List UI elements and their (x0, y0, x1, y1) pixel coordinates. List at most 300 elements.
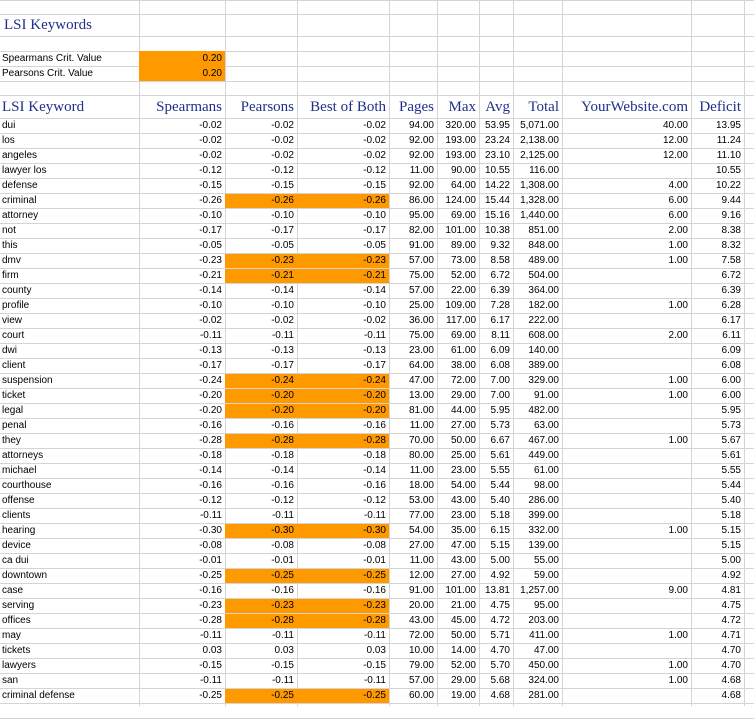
cell-spearmans[interactable]: -0.12 (199, 165, 222, 176)
cell-best-of-both[interactable]: -0.14 (363, 465, 386, 476)
cell-pearsons[interactable]: -0.16 (271, 420, 294, 431)
cell-pearsons[interactable]: -0.11 (271, 510, 294, 521)
cell-pearsons[interactable]: -0.17 (271, 225, 294, 236)
cell-deficit[interactable]: 4.81 (721, 585, 741, 596)
sheet-title[interactable]: LSI Keywords (4, 17, 92, 33)
cell-avg[interactable]: 6.09 (490, 345, 510, 356)
cell-total[interactable]: 139.00 (528, 540, 559, 551)
cell-deficit[interactable]: 4.68 (721, 675, 741, 686)
cell-max[interactable]: 124.00 (445, 195, 476, 206)
cell-spearmans[interactable]: -0.11 (199, 510, 222, 521)
cell-yourwebsite[interactable]: 2.00 (668, 225, 688, 236)
cell-avg[interactable]: 6.08 (490, 360, 510, 371)
cell-max[interactable]: 50.00 (450, 630, 476, 641)
cell-keyword[interactable]: dwi (2, 345, 18, 356)
cell-best-of-both[interactable]: -0.08 (363, 540, 386, 551)
cell-deficit[interactable]: 4.68 (721, 690, 741, 701)
cell-best-of-both[interactable]: -0.20 (297, 404, 389, 418)
cell-keyword[interactable]: they (2, 435, 21, 446)
cell-max[interactable]: 44.00 (450, 405, 476, 416)
cell-avg[interactable]: 4.75 (490, 600, 510, 611)
cell-pearsons[interactable]: -0.12 (271, 165, 294, 176)
cell-pages[interactable]: 47.00 (408, 375, 434, 386)
cell-max[interactable]: 101.00 (445, 585, 476, 596)
cell-pages[interactable]: 91.00 (408, 240, 434, 251)
cell-max[interactable]: 21.00 (450, 600, 476, 611)
cell-pearsons[interactable]: -0.14 (271, 285, 294, 296)
col-header-yourwebsite[interactable]: YourWebsite.com (581, 99, 688, 115)
cell-keyword[interactable]: court (2, 330, 25, 341)
cell-deficit[interactable]: 11.24 (716, 135, 741, 146)
cell-pages[interactable]: 57.00 (408, 255, 434, 266)
cell-yourwebsite[interactable]: 12.00 (662, 150, 688, 161)
cell-total[interactable]: 1,440.00 (520, 210, 559, 221)
cell-total[interactable]: 329.00 (528, 375, 559, 386)
cell-max[interactable]: 90.00 (450, 165, 476, 176)
cell-max[interactable]: 22.00 (450, 285, 476, 296)
cell-best-of-both[interactable]: -0.02 (363, 135, 386, 146)
cell-max[interactable]: 47.00 (450, 540, 476, 551)
cell-pages[interactable]: 18.00 (408, 480, 434, 491)
cell-best-of-both[interactable]: -0.24 (297, 374, 389, 388)
cell-best-of-both[interactable]: -0.16 (363, 585, 386, 596)
cell-yourwebsite[interactable] (562, 284, 691, 298)
cell-best-of-both[interactable]: -0.02 (363, 315, 386, 326)
cell-keyword[interactable]: may (2, 630, 21, 641)
cell-best-of-both[interactable]: -0.15 (363, 180, 386, 191)
cell-yourwebsite[interactable]: 6.00 (668, 195, 688, 206)
cell-spearmans[interactable]: -0.02 (199, 120, 222, 131)
cell-pages[interactable]: 57.00 (408, 285, 434, 296)
cell-pages[interactable]: 91.00 (408, 585, 434, 596)
cell-total[interactable]: 608.00 (528, 330, 559, 341)
cell-total[interactable]: 2,138.00 (520, 135, 559, 146)
cell-total[interactable]: 848.00 (528, 240, 559, 251)
cell-deficit[interactable]: 6.00 (721, 390, 741, 401)
col-header-avg[interactable]: Avg (485, 99, 510, 115)
cell-avg[interactable]: 6.67 (490, 435, 510, 446)
cell-yourwebsite[interactable] (562, 479, 691, 493)
cell-best-of-both[interactable]: -0.26 (297, 194, 389, 208)
cell-max[interactable]: 73.00 (450, 255, 476, 266)
cell-avg[interactable]: 5.70 (490, 660, 510, 671)
cell-best-of-both[interactable]: -0.23 (297, 599, 389, 613)
cell-max[interactable]: 29.00 (450, 390, 476, 401)
cell-best-of-both[interactable]: -0.21 (297, 269, 389, 283)
cell-keyword[interactable]: defense (2, 180, 38, 191)
cell-max[interactable]: 35.00 (450, 525, 476, 536)
cell-total[interactable]: 59.00 (533, 570, 559, 581)
cell-pearsons[interactable]: -0.23 (225, 254, 297, 268)
cell-best-of-both[interactable]: -0.11 (363, 330, 386, 341)
cell-spearmans[interactable]: -0.02 (199, 135, 222, 146)
cell-max[interactable]: 43.00 (450, 495, 476, 506)
cell-total[interactable]: 482.00 (528, 405, 559, 416)
cell-max[interactable]: 61.00 (450, 345, 476, 356)
cell-deficit[interactable]: 11.10 (716, 150, 741, 161)
cell-keyword[interactable]: lawyers (2, 660, 36, 671)
cell-pages[interactable]: 43.00 (408, 615, 434, 626)
cell-avg[interactable]: 23.24 (484, 135, 510, 146)
cell-deficit[interactable]: 10.22 (715, 180, 741, 191)
cell-avg[interactable]: 15.44 (484, 195, 510, 206)
cell-deficit[interactable]: 8.38 (721, 225, 741, 236)
cell-avg[interactable]: 8.58 (490, 255, 510, 266)
cell-deficit[interactable]: 4.72 (721, 615, 741, 626)
cell-avg[interactable]: 5.68 (490, 675, 510, 686)
cell-yourwebsite[interactable] (562, 689, 691, 703)
cell-max[interactable]: 52.00 (450, 270, 476, 281)
col-header-pearsons[interactable]: Pearsons (240, 99, 294, 115)
cell-yourwebsite[interactable] (562, 344, 691, 358)
cell-pages[interactable]: 79.00 (408, 660, 434, 671)
cell-spearmans[interactable]: -0.05 (199, 240, 222, 251)
cell-pearsons[interactable]: -0.11 (271, 330, 294, 341)
cell-deficit[interactable]: 6.72 (721, 270, 741, 281)
cell-keyword[interactable]: penal (2, 420, 27, 431)
cell-best-of-both[interactable]: -0.02 (363, 150, 386, 161)
cell-pearsons[interactable]: -0.25 (225, 569, 297, 583)
cell-avg[interactable]: 13.81 (484, 585, 510, 596)
cell-deficit[interactable]: 9.16 (721, 210, 741, 221)
cell-avg[interactable]: 6.15 (490, 525, 510, 536)
cell-yourwebsite[interactable] (562, 554, 691, 568)
cell-pages[interactable]: 77.00 (408, 510, 434, 521)
cell-avg[interactable]: 5.44 (490, 480, 510, 491)
cell-spearmans[interactable]: -0.23 (199, 255, 222, 266)
cell-max[interactable]: 117.00 (446, 315, 476, 326)
cell-best-of-both[interactable]: -0.05 (363, 240, 386, 251)
cell-yourwebsite[interactable]: 1.00 (668, 630, 688, 641)
cell-total[interactable]: 5,071.00 (520, 120, 559, 131)
cell-best-of-both[interactable]: -0.13 (363, 345, 386, 356)
col-header-best-of-both[interactable]: Best of Both (310, 99, 386, 115)
cell-pearsons[interactable]: -0.01 (271, 555, 294, 566)
cell-pages[interactable]: 25.00 (408, 300, 434, 311)
cell-keyword[interactable]: client (2, 360, 26, 371)
cell-avg[interactable]: 5.95 (490, 405, 510, 416)
cell-spearmans[interactable]: -0.30 (199, 525, 222, 536)
col-header-total[interactable]: Total (528, 99, 559, 115)
cell-avg[interactable]: 4.68 (490, 690, 510, 701)
cell-deficit[interactable]: 5.55 (721, 465, 741, 476)
cell-deficit[interactable]: 6.39 (721, 285, 741, 296)
cell-best-of-both[interactable]: -0.12 (363, 495, 386, 506)
cell-keyword[interactable]: offices (2, 615, 31, 626)
cell-yourwebsite[interactable] (562, 599, 691, 613)
cell-pearsons[interactable]: 0.03 (274, 645, 294, 656)
cell-yourwebsite[interactable] (562, 494, 691, 508)
cell-yourwebsite[interactable]: 1.00 (668, 255, 688, 266)
cell-avg[interactable]: 5.18 (490, 510, 510, 521)
cell-total[interactable]: 450.00 (528, 660, 559, 671)
cell-spearmans[interactable]: -0.15 (199, 180, 222, 191)
cell-pages[interactable]: 36.00 (408, 315, 434, 326)
cell-deficit[interactable]: 5.18 (721, 510, 741, 521)
cell-deficit[interactable]: 4.71 (721, 630, 741, 641)
cell-max[interactable]: 101.00 (445, 225, 476, 236)
cell-avg[interactable]: 23.10 (484, 150, 510, 161)
cell-total[interactable]: 389.00 (528, 360, 559, 371)
cell-spearmans[interactable]: -0.25 (199, 690, 222, 701)
cell-keyword[interactable]: tickets (2, 645, 31, 656)
cell-keyword[interactable]: san (2, 675, 19, 686)
cell-deficit[interactable]: 10.55 (715, 165, 741, 176)
cell-total[interactable]: 449.00 (528, 450, 559, 461)
col-header-pages[interactable]: Pages (399, 99, 434, 115)
cell-total[interactable]: 61.00 (533, 465, 559, 476)
cell-deficit[interactable]: 6.17 (721, 315, 741, 326)
cell-pearsons[interactable]: -0.15 (271, 660, 294, 671)
cell-pearsons[interactable]: -0.20 (225, 404, 297, 418)
cell-spearmans[interactable]: -0.24 (199, 375, 222, 386)
cell-spearmans[interactable]: -0.23 (199, 600, 222, 611)
cell-pages[interactable]: 53.00 (408, 495, 434, 506)
cell-spearmans[interactable]: -0.10 (199, 210, 222, 221)
cell-keyword[interactable]: attorneys (2, 450, 44, 461)
cell-deficit[interactable]: 5.15 (721, 525, 741, 536)
cell-pearsons[interactable]: -0.18 (271, 450, 294, 461)
cell-yourwebsite[interactable]: 2.00 (668, 330, 688, 341)
cell-yourwebsite[interactable]: 1.00 (668, 675, 688, 686)
cell-yourwebsite[interactable] (562, 464, 691, 478)
cell-total[interactable]: 399.00 (528, 510, 559, 521)
cell-pages[interactable]: 11.00 (409, 555, 434, 566)
pearsons-crit-value[interactable]: 0.20 (139, 66, 225, 81)
cell-spearmans[interactable]: -0.21 (199, 270, 222, 281)
cell-pearsons[interactable]: -0.08 (271, 540, 294, 551)
cell-pearsons[interactable]: -0.28 (225, 434, 297, 448)
cell-keyword[interactable]: michael (2, 465, 37, 476)
cell-pearsons[interactable]: -0.16 (271, 480, 294, 491)
cell-total[interactable]: 1,328.00 (520, 195, 559, 206)
cell-spearmans[interactable]: -0.08 (199, 540, 222, 551)
cell-max[interactable]: 69.00 (450, 210, 476, 221)
cell-avg[interactable]: 10.38 (484, 225, 510, 236)
cell-deficit[interactable]: 5.00 (721, 555, 741, 566)
cell-total[interactable]: 140.00 (528, 345, 559, 356)
cell-max[interactable]: 23.00 (450, 510, 476, 521)
cell-spearmans[interactable]: -0.13 (199, 345, 222, 356)
cell-yourwebsite[interactable]: 1.00 (668, 300, 688, 311)
cell-best-of-both[interactable]: -0.14 (363, 285, 386, 296)
cell-keyword[interactable]: dui (2, 120, 16, 131)
cell-spearmans[interactable]: -0.10 (199, 300, 222, 311)
cell-spearmans[interactable]: -0.01 (199, 555, 222, 566)
cell-total[interactable]: 851.00 (528, 225, 559, 236)
cell-yourwebsite[interactable] (562, 269, 691, 283)
cell-max[interactable]: 25.00 (450, 450, 476, 461)
cell-keyword[interactable]: los (2, 135, 15, 146)
cell-total[interactable]: 2,125.00 (520, 150, 559, 161)
cell-deficit[interactable]: 6.09 (721, 345, 741, 356)
cell-avg[interactable]: 7.28 (490, 300, 510, 311)
cell-pages[interactable]: 72.00 (408, 630, 434, 641)
cell-keyword[interactable]: view (2, 315, 23, 326)
cell-pages[interactable]: 92.00 (408, 150, 434, 161)
cell-pearsons[interactable]: -0.26 (225, 194, 297, 208)
cell-deficit[interactable]: 7.58 (721, 255, 741, 266)
cell-pearsons[interactable]: -0.11 (271, 630, 294, 641)
cell-max[interactable]: 29.00 (450, 675, 476, 686)
cell-pearsons[interactable]: -0.20 (225, 389, 297, 403)
cell-pearsons[interactable]: -0.24 (225, 374, 297, 388)
cell-yourwebsite[interactable] (562, 314, 691, 328)
cell-pearsons[interactable]: -0.13 (271, 345, 294, 356)
cell-total[interactable]: 324.00 (528, 675, 559, 686)
col-header-keyword[interactable]: LSI Keyword (2, 99, 85, 115)
cell-pearsons[interactable]: -0.05 (271, 240, 294, 251)
cell-yourwebsite[interactable]: 40.00 (662, 120, 688, 131)
cell-deficit[interactable]: 6.11 (722, 330, 741, 341)
cell-pages[interactable]: 27.00 (408, 540, 434, 551)
cell-spearmans[interactable]: -0.16 (199, 585, 222, 596)
cell-avg[interactable]: 5.55 (490, 465, 510, 476)
cell-best-of-both[interactable]: -0.28 (297, 614, 389, 628)
cell-best-of-both[interactable]: -0.18 (363, 450, 386, 461)
cell-keyword[interactable]: criminal (2, 195, 37, 206)
cell-yourwebsite[interactable]: 4.00 (668, 180, 688, 191)
pearsons-crit-label[interactable]: Pearsons Crit. Value (2, 68, 93, 79)
cell-avg[interactable]: 5.61 (490, 450, 510, 461)
cell-deficit[interactable]: 5.15 (721, 540, 741, 551)
cell-pages[interactable]: 57.00 (408, 675, 434, 686)
cell-pearsons[interactable]: -0.10 (271, 210, 294, 221)
cell-best-of-both[interactable]: -0.23 (297, 254, 389, 268)
cell-pearsons[interactable]: -0.10 (271, 300, 294, 311)
cell-yourwebsite[interactable] (562, 539, 691, 553)
cell-yourwebsite[interactable] (562, 614, 691, 628)
cell-max[interactable]: 64.00 (450, 180, 476, 191)
cell-total[interactable]: 98.00 (533, 480, 559, 491)
cell-best-of-both[interactable]: -0.11 (363, 510, 386, 521)
cell-spearmans[interactable]: -0.20 (199, 405, 222, 416)
cell-pages[interactable]: 11.00 (409, 420, 434, 431)
cell-yourwebsite[interactable] (562, 404, 691, 418)
cell-pages[interactable]: 75.00 (408, 270, 434, 281)
cell-pearsons[interactable]: -0.25 (225, 689, 297, 703)
cell-deficit[interactable]: 5.44 (721, 480, 741, 491)
cell-spearmans[interactable]: -0.11 (199, 330, 222, 341)
cell-yourwebsite[interactable]: 1.00 (668, 660, 688, 671)
cell-pages[interactable]: 81.00 (408, 405, 434, 416)
cell-keyword[interactable]: clients (2, 510, 31, 521)
cell-yourwebsite[interactable]: 1.00 (668, 390, 688, 401)
cell-pearsons[interactable]: -0.21 (225, 269, 297, 283)
spearmans-crit-value[interactable]: 0.20 (139, 51, 225, 66)
cell-total[interactable]: 504.00 (528, 270, 559, 281)
cell-yourwebsite[interactable] (562, 569, 691, 583)
cell-spearmans[interactable]: -0.14 (199, 465, 222, 476)
cell-spearmans[interactable]: -0.11 (199, 675, 222, 686)
cell-avg[interactable]: 4.92 (490, 570, 510, 581)
cell-yourwebsite[interactable]: 6.00 (668, 210, 688, 221)
cell-max[interactable]: 69.00 (450, 330, 476, 341)
cell-spearmans[interactable]: 0.03 (202, 645, 222, 656)
cell-spearmans[interactable]: -0.12 (199, 495, 222, 506)
cell-best-of-both[interactable]: -0.01 (363, 555, 386, 566)
cell-yourwebsite[interactable]: 9.00 (668, 585, 688, 596)
cell-total[interactable]: 1,257.00 (520, 585, 559, 596)
cell-keyword[interactable]: attorney (2, 210, 39, 221)
cell-keyword[interactable]: hearing (2, 525, 36, 536)
cell-pages[interactable]: 80.00 (408, 450, 434, 461)
cell-spearmans[interactable]: -0.15 (199, 660, 222, 671)
cell-yourwebsite[interactable] (562, 449, 691, 463)
cell-pages[interactable]: 70.00 (408, 435, 434, 446)
cell-yourwebsite[interactable] (562, 419, 691, 433)
cell-spearmans[interactable]: -0.16 (199, 480, 222, 491)
cell-avg[interactable]: 6.39 (490, 285, 510, 296)
cell-yourwebsite[interactable]: 1.00 (668, 375, 688, 386)
cell-pages[interactable]: 64.00 (408, 360, 434, 371)
cell-pages[interactable]: 75.00 (408, 330, 434, 341)
cell-spearmans[interactable]: -0.11 (199, 630, 222, 641)
cell-avg[interactable]: 9.32 (490, 240, 510, 251)
cell-pages[interactable]: 94.00 (408, 120, 434, 131)
cell-best-of-both[interactable]: -0.10 (363, 210, 386, 221)
cell-yourwebsite[interactable]: 1.00 (668, 525, 688, 536)
cell-deficit[interactable]: 4.75 (721, 600, 741, 611)
cell-total[interactable]: 91.00 (533, 390, 559, 401)
cell-keyword[interactable]: legal (2, 405, 24, 416)
cell-pages[interactable]: 11.00 (409, 165, 434, 176)
cell-max[interactable]: 52.00 (450, 660, 476, 671)
cell-max[interactable]: 27.00 (450, 420, 476, 431)
cell-yourwebsite[interactable]: 1.00 (668, 240, 688, 251)
cell-best-of-both[interactable]: -0.11 (363, 675, 386, 686)
cell-max[interactable]: 14.00 (450, 645, 476, 656)
cell-pages[interactable]: 95.00 (408, 210, 434, 221)
cell-pearsons[interactable]: -0.02 (271, 315, 294, 326)
cell-pages[interactable]: 20.00 (408, 600, 434, 611)
cell-spearmans[interactable]: -0.28 (199, 435, 222, 446)
cell-deficit[interactable]: 4.70 (721, 660, 741, 671)
cell-max[interactable]: 23.00 (450, 465, 476, 476)
cell-max[interactable]: 193.00 (445, 135, 476, 146)
cell-deficit[interactable]: 5.67 (721, 435, 741, 446)
cell-max[interactable]: 72.00 (450, 375, 476, 386)
cell-keyword[interactable]: offense (2, 495, 35, 506)
cell-spearmans[interactable]: -0.17 (199, 225, 222, 236)
cell-avg[interactable]: 53.95 (484, 120, 510, 131)
cell-best-of-both[interactable]: -0.11 (363, 630, 386, 641)
cell-best-of-both[interactable]: -0.10 (363, 300, 386, 311)
cell-max[interactable]: 43.00 (450, 555, 476, 566)
cell-spearmans[interactable]: -0.17 (199, 360, 222, 371)
cell-avg[interactable]: 5.73 (490, 420, 510, 431)
cell-total[interactable]: 182.00 (528, 300, 559, 311)
cell-pages[interactable]: 54.00 (408, 525, 434, 536)
cell-total[interactable]: 489.00 (528, 255, 559, 266)
cell-best-of-both[interactable]: -0.15 (363, 660, 386, 671)
cell-best-of-both[interactable]: -0.16 (363, 420, 386, 431)
cell-deficit[interactable]: 6.00 (721, 375, 741, 386)
cell-keyword[interactable]: county (2, 285, 32, 296)
cell-best-of-both[interactable]: -0.20 (297, 389, 389, 403)
cell-pearsons[interactable]: -0.11 (271, 675, 294, 686)
cell-avg[interactable]: 7.00 (490, 375, 510, 386)
col-header-deficit[interactable]: Deficit (699, 99, 741, 115)
cell-best-of-both[interactable]: -0.17 (363, 225, 386, 236)
cell-total[interactable]: 1,308.00 (520, 180, 559, 191)
cell-max[interactable]: 109.00 (445, 300, 476, 311)
cell-avg[interactable]: 7.00 (490, 390, 510, 401)
cell-deficit[interactable]: 5.61 (721, 450, 741, 461)
cell-deficit[interactable]: 9.44 (721, 195, 741, 206)
cell-keyword[interactable]: ca dui (2, 555, 29, 566)
cell-deficit[interactable]: 4.92 (721, 570, 741, 581)
